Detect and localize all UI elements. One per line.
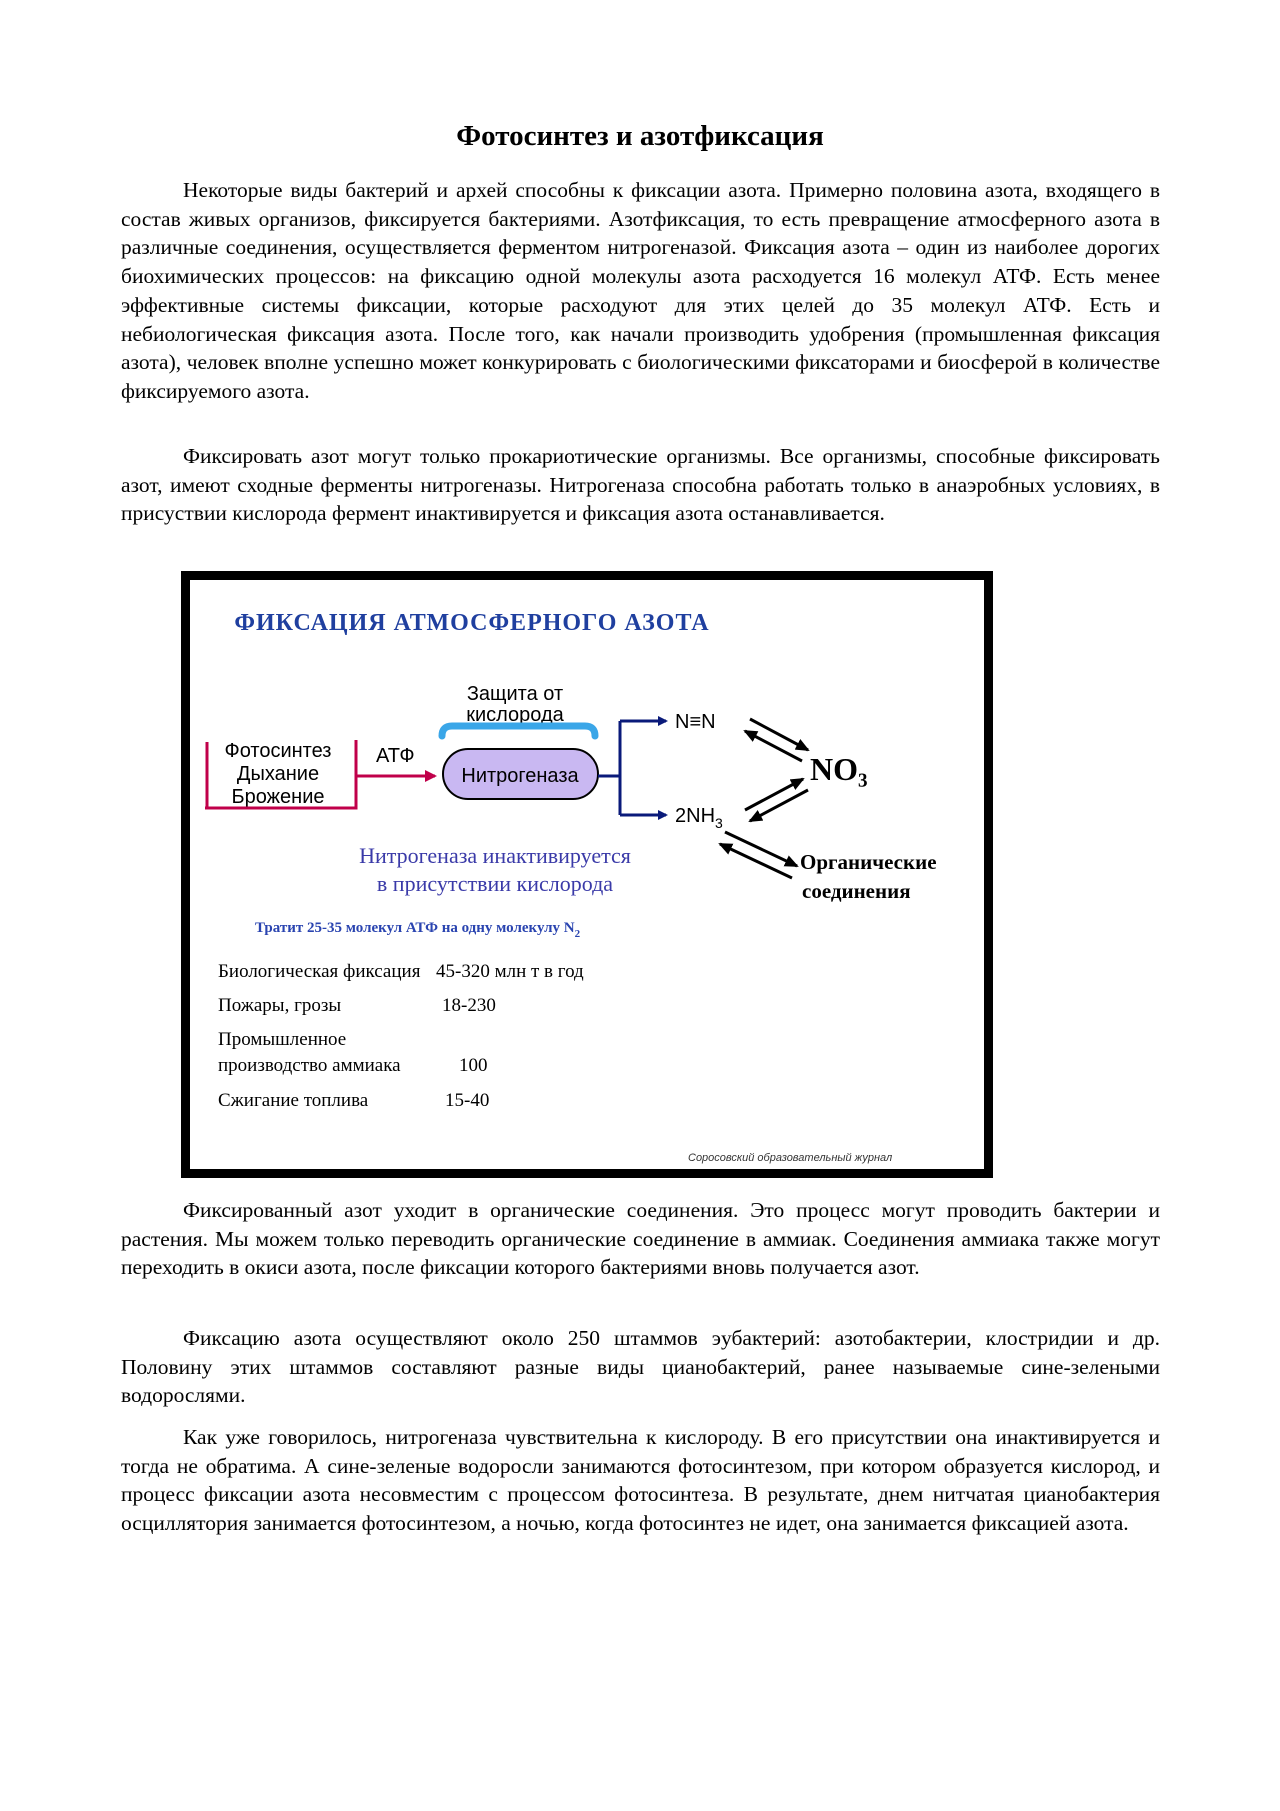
table-label-industrial-1: Промышленное <box>218 1029 347 1050</box>
table-label-bio: Биологическая фиксация <box>218 961 421 982</box>
sources-table <box>218 961 584 1111</box>
table-label-fuel: Сжигание топлива <box>218 1090 369 1111</box>
nitrogen-fixation-figure <box>181 571 993 1178</box>
paragraph-5: Как уже говорилось, нитрогеназа чувствительна к кислороду. В его присутствии она инактивируется и тогда не обратима. А сине-зеленые водоросли занимаются фотосинтезом, при котором образуется кислород, и процесс фиксации азота несовместим с процессом фотосинтеза. В результате, днем нитчатая цианобактерия осциллятория занимается фотосинтезом, а ночью, когда фотосинтез не идет, она занимается фиксацией азота. <box>121 1425 1160 1536</box>
document-title: Фотосинтез и азотфиксация <box>456 120 824 152</box>
no3-label: NO₃ <box>810 751 868 787</box>
nh3-label: $2NH_3$ <box>675 805 723 831</box>
table-value-fuel: 15-40 <box>445 1090 490 1111</box>
inactivation-label-2: в присутствии кислорода <box>376 871 614 896</box>
arrow-n2-to-no3 <box>750 719 808 750</box>
paragraph-4: Фиксацию азота осуществляют около 250 штаммов эубактерий: азотобактерии, клостридии и др. Половину этих штаммов составляют разные виды цианобактерий, ранее называемые сине-зелеными водорослями. <box>121 1326 1160 1408</box>
source-respiration: Дыхание <box>236 763 320 785</box>
arrow-no3-to-n2 <box>745 731 802 761</box>
table-label-fires: Пожары, грозы <box>218 995 342 1016</box>
paragraph-3: Фиксированный азот уходит в органические соединения. Это процесс могут проводить бактерии и растения. Мы можем только переводить органические соединение в аммиак. Соединения аммиака также могут переходить в окиси азота, после фиксации которого бактериями вновь получается азот. <box>121 1198 1160 1280</box>
arrow-organic-to-nh3 <box>720 844 792 878</box>
organic-label-1: Органические <box>800 850 937 874</box>
source-photosynthesis: Фотосинтез <box>224 740 332 762</box>
nitrogenase-label: Нитрогеназа <box>461 765 579 787</box>
table-value-industrial: 100 <box>459 1055 488 1076</box>
atp-label: АТФ <box>376 745 415 767</box>
paragraph-2: Фиксировать азот могут только прокариотические организмы. Все организмы, способные фиксировать азот, имеют сходные ферменты нитрогеназы. Нитрогеназа способна работать только в анаэробных условиях, в присуствии кислорода фермент инактивируется и фиксация азота останавливается. <box>121 444 1160 526</box>
protection-label-2: кислорода <box>466 704 564 726</box>
organic-label-2: соединения <box>802 879 911 903</box>
arrow-nh3-to-organic <box>725 832 797 866</box>
table-label-industrial-2: производство аммиака <box>218 1055 401 1076</box>
figure-source-credit: Соросовский образовательный журнал <box>688 1152 893 1164</box>
table-value-bio: 45-320 млн т в год <box>436 961 584 982</box>
n2-label: N≡N <box>675 711 716 733</box>
paragraph-1: Некоторые виды бактерий и архей способны к фиксации азота. Примерно половина азота, входящего в состав живых организов, фиксируется бактериями. Азотфиксация, то есть превращение атмосферного азота в различные соединения, осуществляется ферментом нитрогеназой. Фиксация азота – один из наиболее дорогих биохимических процессов: на фиксацию одной молекулы азота расходуется 16 молекул АТФ. Есть менее эффективные системы фиксации, которые расходуют для этих целей до 35 молекул АТФ. Есть и небиологическая фиксация азота. После того, как начали производить удобрения (промышленная фиксация азота), человек вполне успешно может конкурировать с биологическими фиксаторами и биосферой в количестве фиксируемого азота. <box>121 178 1160 403</box>
arrow-no3-to-nh3 <box>750 790 808 821</box>
atp-cost-label: Тратит 25-35 молекул АТФ на одну молекулу $N_2$ <box>255 920 581 940</box>
protection-label-1: Защита от <box>466 683 564 705</box>
oxygen-shield <box>442 726 595 736</box>
arrow-nh3-to-no3 <box>745 779 803 810</box>
figure-diagram <box>190 580 984 1169</box>
table-value-fires: 18-230 <box>442 995 496 1016</box>
product-bracket <box>598 721 620 815</box>
source-fermentation: Брожение <box>231 786 325 808</box>
equilibrium-arrows <box>720 719 808 878</box>
inactivation-label-1: Нитрогеназа инактивируется <box>359 843 631 868</box>
figure-title: ФИКСАЦИЯ АТМОСФЕРНОГО АЗОТА <box>234 610 710 636</box>
